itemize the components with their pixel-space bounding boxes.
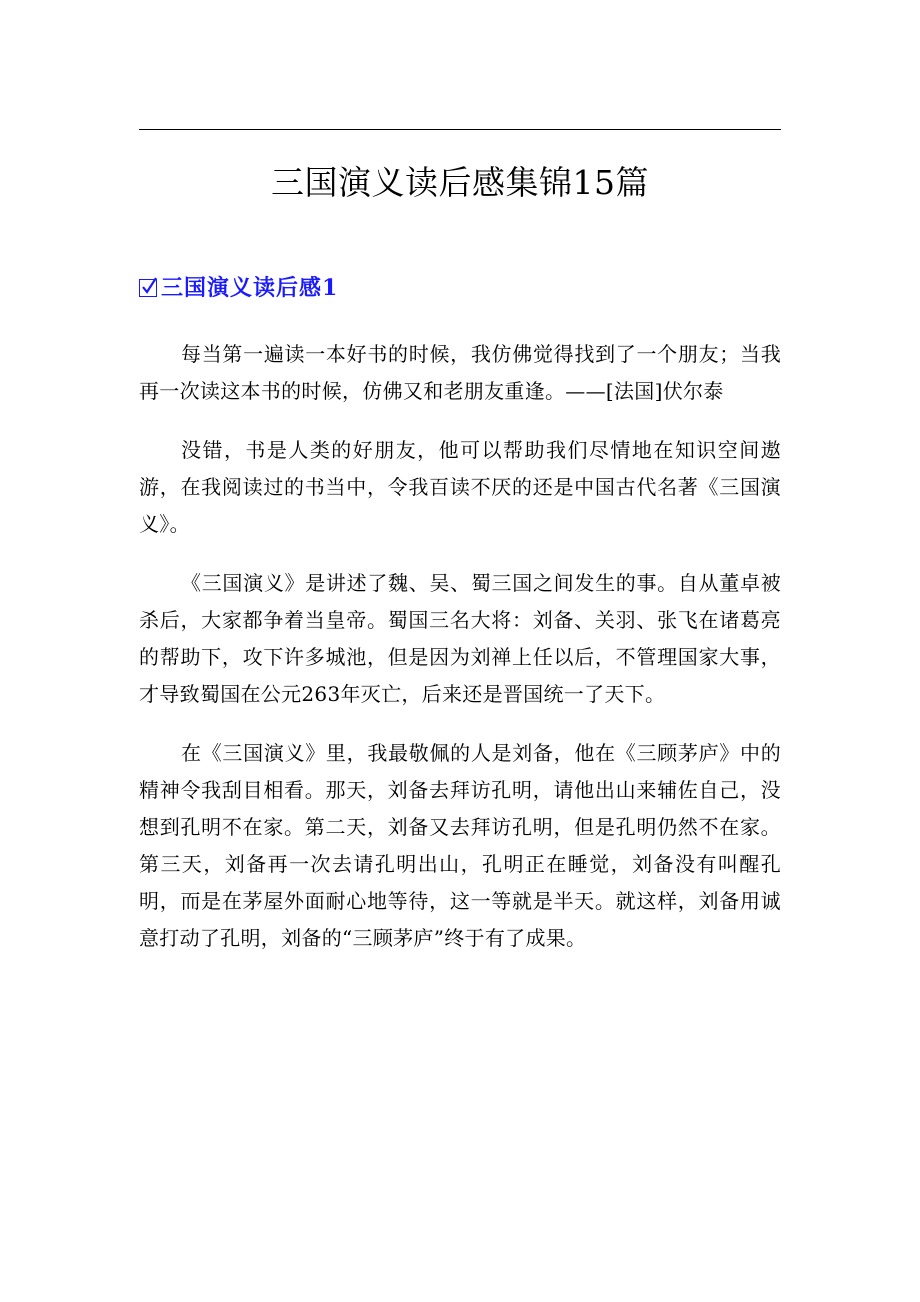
header-divider [139,129,781,130]
document-title: 三国演义读后感集锦15篇 [271,163,649,202]
paragraph: 《三国演义》是讲述了魏、吴、蜀三国之间发生的事。自从董卓被杀后，大家都争着当皇帝。蜀国三名大将：刘备、关羽、张飞在诸葛亮的帮助下，攻下许多城池，但是因为刘禅上任以后，不管理国家大事，才导致蜀国在公元263年灭亡，后来还是晋国统一了天下。 [139,571,781,706]
section-heading-text: 三国演义读后感1 [161,275,339,301]
paragraph: 没错，书是人类的好朋友，他可以帮助我们尽情地在知识空间遨游，在我阅读过的书当中，令我百读不厌的还是中国古代名著《三国演义》。 [139,438,781,536]
document-body [139,336,781,979]
paragraph: 在《三国演义》里，我最敬佩的人是刘备，他在《三顾茅庐》中的精神令我刮目相看。那天，刘备去拜访孔明，请他出山来辅佐自己，没想到孔明不在家。第二天，刘备又去拜访孔明，但是孔明仍然不在家。第三天，刘备再一次去请孔明出山，孔明正在睡觉，刘备没有叫醒孔明，而是在茅屋外面耐心地等待，这一等就是半天。就这样，刘备用诚意打动了孔明，刘备的“三顾茅庐”终于有了成果。 [139,741,781,950]
checkbox-checked-icon [139,279,157,297]
section-heading [139,268,781,308]
paragraph: 每当第一遍读一本好书的时候，我仿佛觉得找到了一个朋友；当我再一次读这本书的时候，仿佛又和老朋友重逢。——[法国]伏尔泰 [139,342,781,403]
